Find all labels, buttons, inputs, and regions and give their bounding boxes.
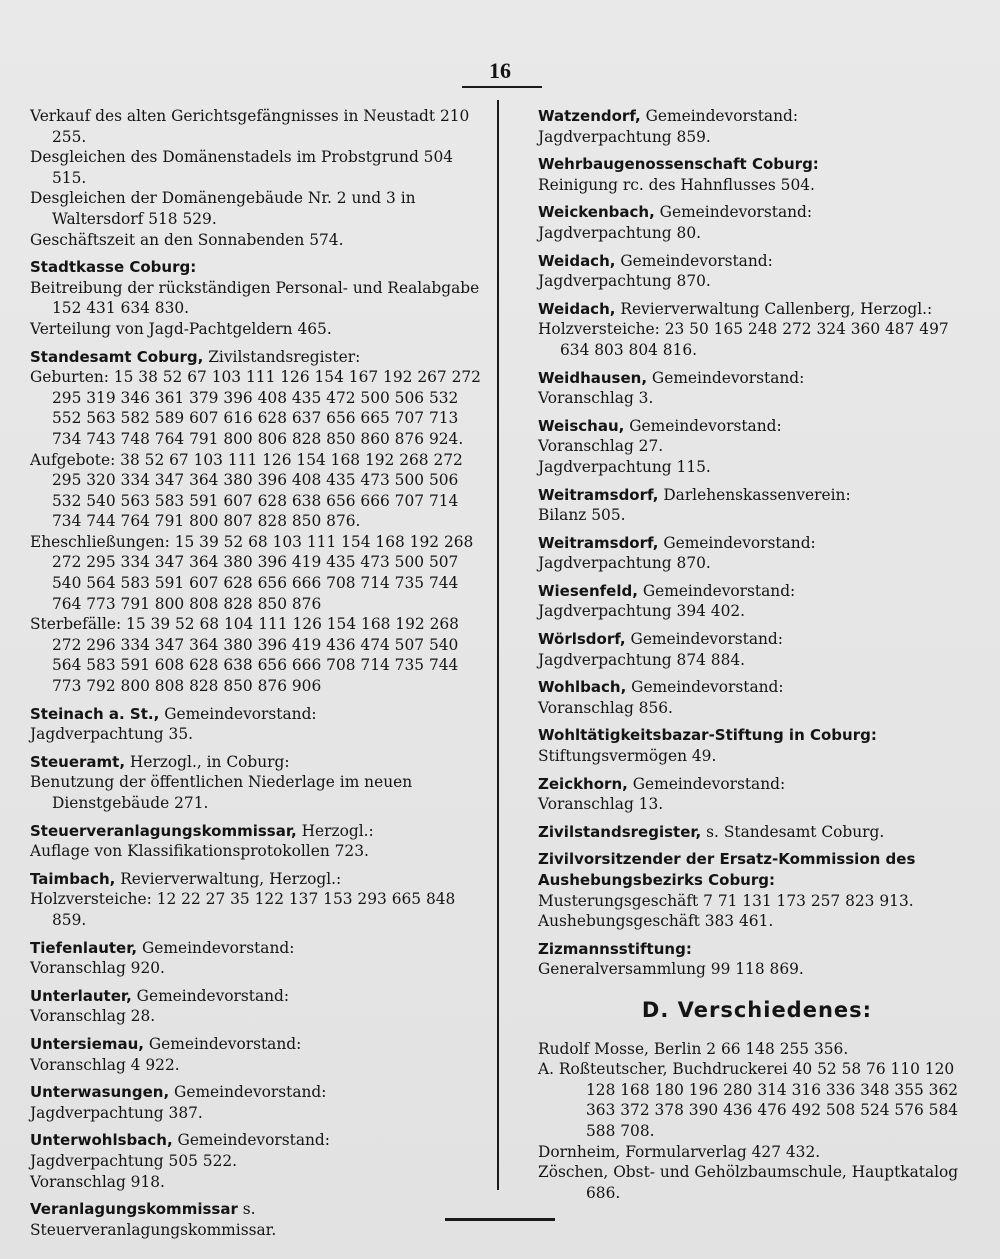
entry-line: Aushebungsgeschäft 383 461. [538, 912, 774, 931]
entry-heading [30, 821, 482, 842]
entry-name: Wohltätigkeitsbazar-Stiftung in Coburg: [538, 726, 877, 745]
entry-name: Weitramsdorf, [538, 485, 659, 504]
entry-heading [538, 299, 976, 320]
entry-line: Eheschließungen: 15 39 52 68 103 111 154 168 192 268 272 295 334 347 364 380 396 419 435 473 500 507 540 564 583 591 607 628 656 666 708 714 735 744 764 773 791 800 808 828 850 876 [30, 532, 474, 613]
left-column [30, 106, 482, 1247]
index-entry [30, 1082, 482, 1123]
entry-qualifier: Gemeindevorstand: [625, 630, 783, 649]
entry-line: Musterungsgeschäft 7 71 131 173 257 823 913. [538, 891, 914, 910]
entry-name: Steinach a. St., [30, 704, 160, 723]
entry-qualifier: Gemeindevorstand: [658, 533, 816, 552]
entry-line: Sterbefälle: 15 39 52 68 104 111 126 154 168 192 268 272 296 334 347 364 380 396 419 436 474 507 540 564 583 591 608 628 638 656 666 708 714 735 744 773 792 800 808 828 850 876 906 [30, 615, 459, 696]
entry-line: Jagdverpachtung 870. [538, 554, 711, 573]
entry-line: Geburten: 15 38 52 67 103 111 126 154 167 192 267 272 295 319 346 361 379 396 408 435 472 500 506 532 552 563 582 589 607 616 628 637 656 665 707 713 734 743 748 764 791 800 806 828 850 860 876 924. [30, 368, 481, 448]
entry-heading [538, 485, 976, 506]
entry-qualifier: Herzogl., in Coburg: [125, 752, 290, 771]
entry-line: Voranschlag 13. [538, 795, 664, 814]
entry-line: Verkauf des alten Gerichtsgefängnisses in Neustadt 210 255. [30, 107, 470, 146]
entry-qualifier: Gemeindevorstand: [169, 1083, 327, 1102]
entry-name: Veranlagungskommissar [30, 1200, 238, 1219]
entry-line: Auflage von Klassifikationsprotokollen 723. [30, 842, 369, 861]
entry-qualifier: Gemeindevorstand: [615, 251, 773, 270]
index-entry [538, 822, 976, 843]
entry-line: Benutzung der öffentlichen Niederlage im neuen Dienstgebäude 271. [30, 773, 413, 812]
entry-line: Voranschlag 4 922. [30, 1055, 180, 1074]
entry-name: Zivilvorsitzender der Ersatz-Kommission des Aushebungsbezirks Coburg: [538, 850, 916, 889]
entry-heading [30, 1034, 482, 1055]
entry-line: Generalversammlung 99 118 869. [538, 960, 804, 979]
entry-line: Desgleichen der Domänengebäude Nr. 2 und 3 in Waltersdorf 518 529. [30, 189, 416, 228]
entry-line: Aufgebote: 38 52 67 103 111 126 154 168 192 268 272 295 320 334 347 364 380 396 408 435 473 500 506 532 540 563 583 591 607 628 638 656 666 707 714 734 744 764 791 800 807 828 850 876. [30, 450, 463, 531]
entry-heading [538, 939, 976, 960]
index-entry [30, 752, 482, 814]
index-entry [30, 938, 482, 979]
index-entry [538, 725, 976, 766]
entry-heading [538, 202, 976, 223]
header-rule [462, 86, 542, 88]
index-entry [30, 1130, 482, 1192]
entry-name: Taimbach, [30, 869, 116, 888]
entry-line: Jagdverpachtung 35. [30, 725, 193, 744]
entry-qualifier: Zivilstandsregister: [203, 347, 361, 366]
entry-line: Jagdverpachtung 387. [30, 1103, 203, 1122]
entry-heading [30, 1199, 482, 1240]
index-entry [538, 202, 976, 243]
entry-name: Weidach, [538, 299, 616, 318]
entry-line: Holzversteiche: 12 22 27 35 122 137 153 293 665 848 859. [30, 890, 456, 929]
entry-name: Tiefenlauter, [30, 938, 138, 957]
entry-name: Unterwohlsbach, [30, 1131, 173, 1150]
index-entry [538, 849, 976, 931]
entry-qualifier: Gemeindevorstand: [143, 1034, 302, 1053]
index-entry [30, 869, 482, 931]
entry-qualifier: s. Standesamt Coburg. [701, 822, 885, 841]
entry-name: Unterwasungen, [30, 1083, 170, 1102]
misc-items [538, 1039, 976, 1204]
entry-qualifier: Gemeindevorstand: [131, 986, 290, 1005]
column-divider [497, 100, 499, 1190]
right-column [538, 106, 976, 1203]
index-entry [30, 106, 482, 250]
index-entry [30, 1034, 482, 1075]
entry-heading [538, 725, 976, 746]
index-entry [538, 485, 976, 526]
entry-line: Voranschlag 28. [30, 1007, 156, 1026]
entry-heading [538, 106, 976, 127]
entry-heading [30, 986, 482, 1007]
entry-heading [30, 1082, 482, 1103]
entry-name: Weidhausen, [538, 368, 648, 387]
entry-heading [538, 416, 976, 437]
entry-name: Weidach, [538, 251, 616, 270]
index-entry [30, 704, 482, 745]
entry-qualifier: Revierverwaltung, Herzogl.: [115, 869, 342, 888]
entry-qualifier: Herzogl.: [296, 821, 374, 840]
entry-name: Wiesenfeld, [538, 581, 638, 600]
entry-qualifier: Gemeindevorstand: [137, 938, 295, 957]
entry-line: Reinigung rc. des Hahnflusses 504. [538, 175, 815, 194]
misc-section [538, 997, 976, 1203]
index-entry [538, 581, 976, 622]
entry-line: Jagdverpachtung 394 402. [538, 602, 746, 621]
entry-line: Voranschlag 918. [30, 1172, 165, 1191]
entry-name: Steueramt, [30, 752, 126, 771]
entry-heading [538, 677, 976, 698]
entry-name: Steuerveranlagungskommissar, [30, 821, 297, 840]
entry-line: Voranschlag 920. [30, 959, 165, 978]
entry-heading [30, 704, 482, 725]
entry-line: Jagdverpachtung 80. [538, 223, 701, 242]
entry-heading [538, 822, 976, 843]
entry-heading [538, 154, 976, 175]
entry-name: Untersiemau, [30, 1034, 144, 1053]
page-number: 16 [489, 58, 511, 83]
entry-heading [30, 1130, 482, 1151]
entry-qualifier: Gemeindevorstand: [172, 1131, 330, 1150]
entry-line: Holzversteiche: 23 50 165 248 272 324 360 487 497 634 803 804 816. [538, 320, 949, 359]
entry-name: Wörlsdorf, [538, 630, 626, 649]
entry-name: Zeickhorn, [538, 774, 628, 793]
entry-line: Voranschlag 856. [538, 698, 673, 717]
entry-heading [538, 251, 976, 272]
entry-heading [538, 629, 976, 650]
entry-name: Weitramsdorf, [538, 533, 659, 552]
entry-heading [30, 938, 482, 959]
entry-heading [30, 752, 482, 773]
entry-line: Geschäftszeit an den Sonnabenden 574. [30, 230, 344, 249]
entry-qualifier: Gemeindevorstand: [626, 678, 784, 697]
entry-name: Unterlauter, [30, 986, 132, 1005]
index-entry [30, 986, 482, 1027]
entry-name: Zizmannsstiftung: [538, 939, 692, 958]
entry-line: Jagdverpachtung 870. [538, 272, 711, 291]
entry-qualifier: Gemeindevorstand: [640, 107, 799, 125]
entry-line: Jagdverpachtung 115. [538, 457, 711, 476]
index-entry [538, 939, 976, 980]
misc-item: Rudolf Mosse, Berlin 2 66 148 255 356. [538, 1039, 849, 1058]
entry-line: Jagdverpachtung 874 884. [538, 650, 746, 669]
entry-name: Standesamt Coburg, [30, 347, 204, 366]
misc-item: Zöschen, Obst- und Gehölzbaumschule, Hauptkatalog 686. [538, 1163, 959, 1202]
index-entry [538, 533, 976, 574]
index-entry [538, 251, 976, 292]
entry-name: Zivilstandsregister, [538, 822, 702, 841]
index-entry [30, 257, 482, 339]
entry-line: Beitreibung der rückständigen Personal- und Realabgabe 152 431 634 830. [30, 278, 480, 318]
entry-qualifier: Darlehenskassenverein: [658, 485, 851, 504]
index-entry [30, 1199, 482, 1240]
entry-qualifier: Gemeindevorstand: [624, 416, 782, 435]
index-entry [538, 299, 976, 361]
index-entry [30, 821, 482, 862]
entry-qualifier: Gemeindevorstand: [647, 368, 805, 387]
entry-line: Verteilung von Jagd-Pachtgeldern 465. [30, 319, 332, 338]
entry-heading [30, 347, 482, 368]
entry-line: Voranschlag 27. [538, 437, 664, 456]
entry-name: Stadtkasse Coburg: [30, 258, 197, 277]
entry-qualifier: Gemeindevorstand: [159, 704, 317, 723]
index-entry [538, 774, 976, 815]
entry-heading [538, 849, 976, 890]
entry-name: Weickenbach, [538, 203, 655, 222]
misc-item: Dornheim, Formularverlag 427 432. [538, 1142, 821, 1161]
entry-qualifier: Gemeindevorstand: [637, 581, 796, 600]
entry-heading [538, 533, 976, 554]
entry-line: Voranschlag 3. [538, 389, 654, 408]
index-entry [538, 677, 976, 718]
entry-line: Jagdverpachtung 505 522. [30, 1151, 238, 1170]
entry-line: Bilanz 505. [538, 506, 626, 525]
entry-line: Desgleichen des Domänenstadels im Probstgrund 504 515. [30, 148, 454, 187]
entry-heading [30, 257, 482, 278]
entry-line: Jagdverpachtung 859. [538, 127, 711, 146]
index-entry [538, 154, 976, 195]
misc-item: A. Roßteutscher, Buchdruckerei 40 52 58 76 110 120 128 168 180 196 280 314 316 336 348 355 362 363 372 378 390 436 476 492 508 524 576 584 588 708. [538, 1060, 959, 1140]
entry-qualifier: Gemeindevorstand: [654, 203, 813, 222]
right-entries [538, 106, 976, 980]
entry-line: Stiftungsvermögen 49. [538, 747, 717, 766]
entry-name: Weischau, [538, 416, 625, 435]
entry-qualifier: Revierverwaltung Callenberg, Herzogl.: [615, 299, 933, 318]
index-entry [538, 416, 976, 478]
entry-heading [30, 869, 482, 890]
entry-name: Wohlbach, [538, 678, 627, 697]
index-entry [30, 347, 482, 697]
entry-name: Watzendorf, [538, 107, 641, 125]
entry-heading [538, 774, 976, 795]
entry-name: Wehrbaugenossenschaft Coburg: [538, 155, 819, 174]
index-entry [538, 368, 976, 409]
index-entry [538, 106, 976, 147]
entry-qualifier: Gemeindevorstand: [627, 774, 786, 793]
entry-heading [538, 368, 976, 389]
index-entry [538, 629, 976, 670]
entry-qualifier: s. Steuerveranlagungskommissar. [30, 1200, 277, 1239]
entry-heading [538, 581, 976, 602]
section-title: D. Verschiedenes: [641, 997, 873, 1022]
